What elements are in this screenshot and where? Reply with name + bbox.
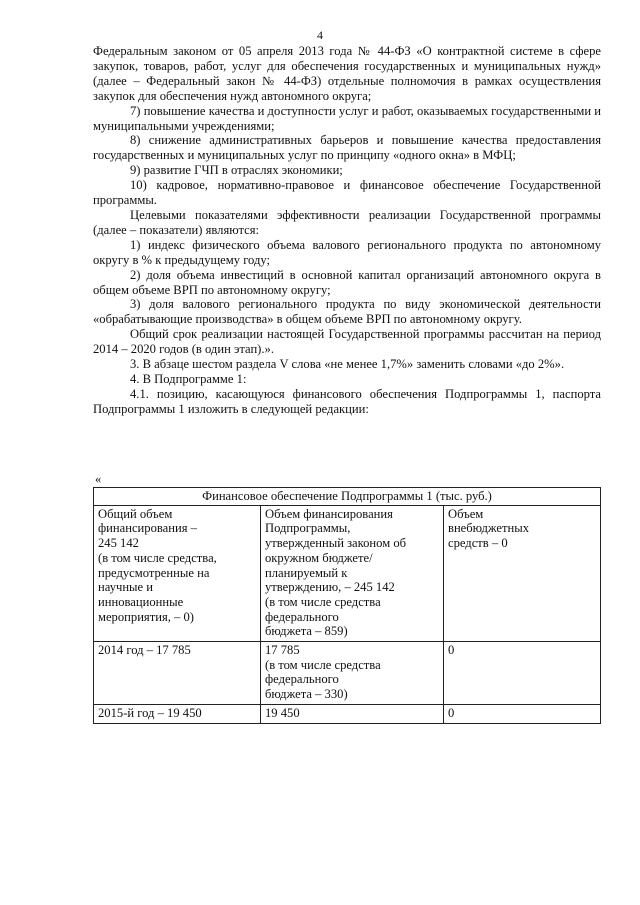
paragraph: 2) доля объема инвестиций в основной капитал организаций автономного округа в общем объеме ВРП по автономному округу;: [93, 267, 601, 297]
extra-cell: 0: [444, 704, 601, 723]
opening-quote: «: [95, 472, 102, 486]
paragraph: 4. В Подпрограмме 1:: [130, 371, 247, 386]
paragraph: 3) доля валового регионального продукта по виду экономической деятельности «обрабатывающие производства» в общем объеме ВРП по автономному округу.: [93, 297, 601, 327]
paragraph: 10) кадровое, нормативно-правовое и финансовое обеспечение Государственной программы.: [93, 178, 601, 208]
paragraph: 4.1. позицию, касающуюся финансового обеспечения Подпрограммы 1, паспорта Подпрограммы 1 изложить в следующей редакции:: [93, 386, 601, 416]
table-row: [94, 704, 601, 723]
document-body: [93, 44, 601, 417]
paragraph: 8) снижение административных барьеров и повышение качества предоставления государственных и муниципальных услуг по принципу «одного окна» в МФЦ;: [93, 133, 601, 163]
paragraph: Общий срок реализации настоящей Государственной программы рассчитан на период 2014 – 2020 годов (в один этап).».: [93, 327, 601, 357]
total-financing-cell: Общий объем финансирования – 245 142 (в том числе средства, предусмотренные на научные и инновационные мероприятия, – 0): [94, 505, 261, 641]
year-cell: 2014 год – 17 785: [94, 642, 261, 705]
paragraph: Целевыми показателями эффективности реализации Государственной программы (далее – показатели) являются:: [93, 207, 601, 237]
year-cell: 2015-й год – 19 450: [94, 704, 261, 723]
extra-cell: 0: [444, 642, 601, 705]
financing-table: [93, 487, 601, 724]
table-row: [94, 505, 601, 641]
table-row: [94, 642, 601, 705]
paragraph: 9) развитие ГЧП в отраслях экономики;: [130, 163, 343, 178]
budget-financing-cell: Объем финансирования Подпрограммы, утвержденный законом об окружном бюджете/ планируемый к утверждению, – 245 142 (в том числе средства федерального бюджета – 859): [261, 505, 444, 641]
extrabudgetary-cell: Объем внебюджетных средств – 0: [444, 505, 601, 641]
budget-cell: 17 785 (в том числе средства федерального бюджета – 330): [261, 642, 444, 705]
paragraph: 3. В абзаце шестом раздела V слова «не менее 1,7%» заменить словами «до 2%».: [130, 357, 565, 372]
page-number: 4: [317, 28, 323, 42]
budget-cell: 19 450: [261, 704, 444, 723]
paragraph: 7) повышение качества и доступности услуг и работ, оказываемых государственными и муниципальными учреждениями;: [93, 103, 601, 133]
paragraph: 1) индекс физического объема валового регионального продукта по автономному округу в % к предыдущему году;: [93, 237, 601, 267]
paragraph: Федеральным законом от 05 апреля 2013 года № 44-ФЗ «О контрактной системе в сфере закупок, товаров, работ, услуг для обеспечения государственных и муниципальных нужд» (далее – Федеральный закон № 44-ФЗ) отдельные полномочия в рамках осуществления закупок для обеспечения нужд автономного округа;: [93, 44, 601, 103]
table-title: Финансовое обеспечение Подпрограммы 1 (тыс. руб.): [94, 488, 601, 506]
table-header-row: [94, 488, 601, 506]
